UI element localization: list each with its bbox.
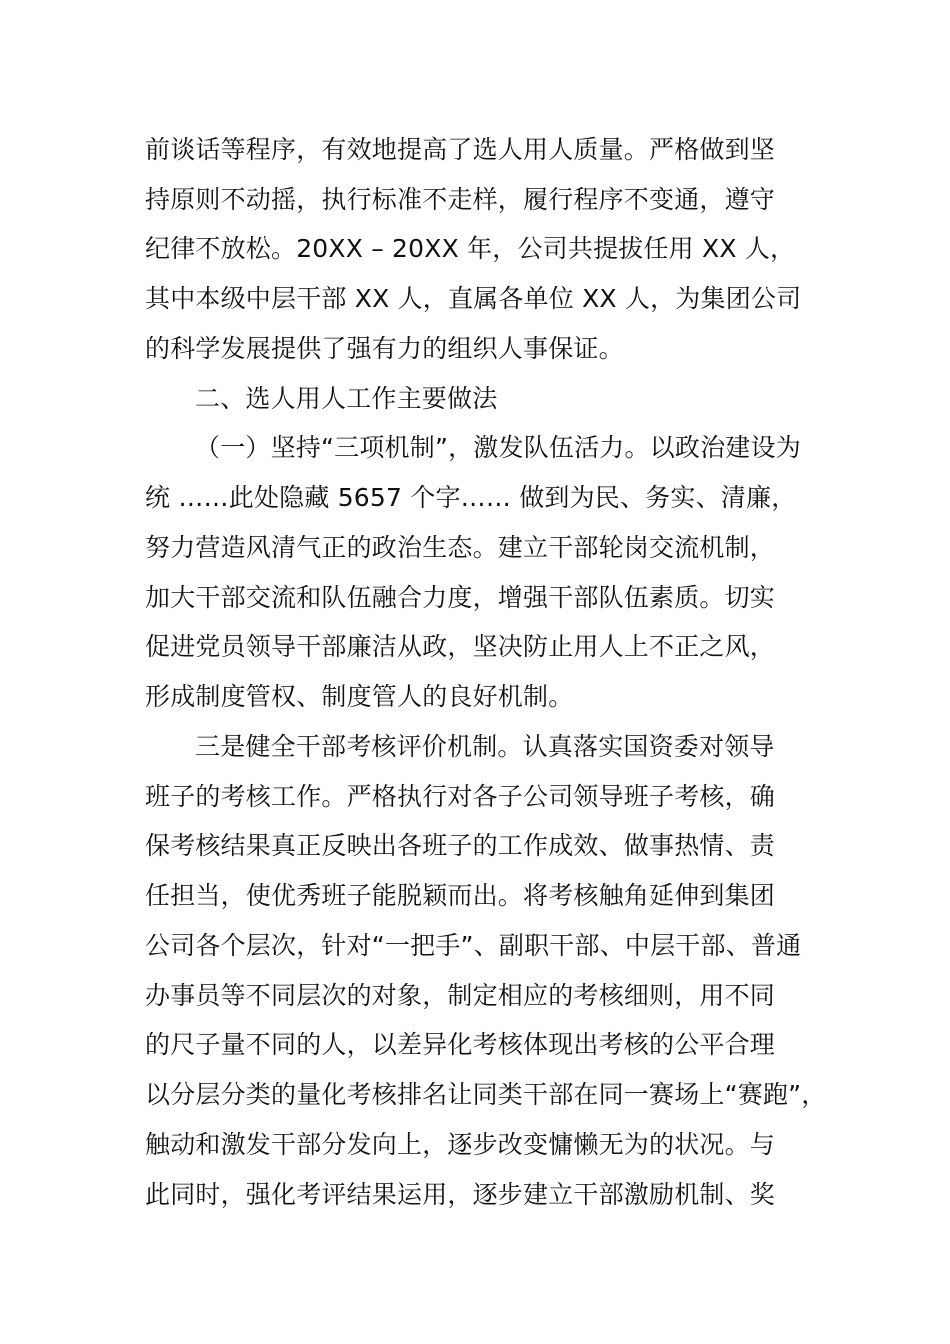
- text-line: 的尺子量不同的人，以差异化考核体现出考核的公平合理: [145, 1030, 776, 1059]
- text-line: 触动和激发干部分发向上，逐步改变慵懒无为的状况。与: [145, 1130, 776, 1159]
- text-line: 办事员等不同层次的对象，制定相应的考核细则，用不同: [145, 981, 776, 1010]
- text-line: 任担当，使优秀班子能脱颖而出。将考核触角延伸到集团: [145, 881, 776, 910]
- text-line: 持原则不动摇，执行标准不走样，履行程序不变通，遵守: [145, 185, 776, 214]
- text-line: 努力营造风清气正的政治生态。建立干部轮岗交流机制，: [145, 533, 776, 562]
- text-line: 促进党员领导干部廉洁从政，坚决防止用人上不正之风，: [145, 632, 776, 661]
- text-line: 纪律不放松。20XX – 20XX 年，公司共提拔任用 XX 人，: [145, 234, 796, 263]
- text-line: 形成制度管权、制度管人的良好机制。: [145, 682, 574, 711]
- text-line: 前谈话等程序，有效地提高了选人用人质量。严格做到坚: [145, 135, 776, 164]
- text-line: 其中本级中层干部 XX 人，直属各单位 XX 人，为集团公司: [145, 284, 802, 313]
- text-line: 此同时，强化考评结果运用，逐步建立干部激励机制、奖: [145, 1180, 776, 1209]
- section-heading: 二、选人用人工作主要做法: [195, 384, 498, 413]
- text-line: 以分层分类的量化考核排名让同类干部在同一赛场上“赛跑”，: [145, 1080, 827, 1109]
- text-line: 保考核结果真正反映出各班子的工作成效、做事热情、责: [145, 831, 776, 860]
- paragraph-start: 三是健全干部考核评价机制。认真落实国资委对领导: [195, 732, 775, 761]
- subsection-heading: （一）坚持“三项机制”，激发队伍活力。以政治建设为: [195, 433, 801, 462]
- text-line: 公司各个层次，针对“一把手”、副职干部、中层干部、普通: [145, 931, 802, 960]
- text-line: 加大干部交流和队伍融合力度，增强干部队伍素质。切实: [145, 583, 776, 612]
- text-line: 班子的考核工作。严格执行对各子公司领导班子考核，确: [145, 782, 776, 811]
- text-line: 的科学发展提供了强有力的组织人事保证。: [145, 334, 624, 363]
- text-line: 统 ……此处隐藏 5657 个字…… 做到为民、务实、清廉，: [145, 483, 797, 512]
